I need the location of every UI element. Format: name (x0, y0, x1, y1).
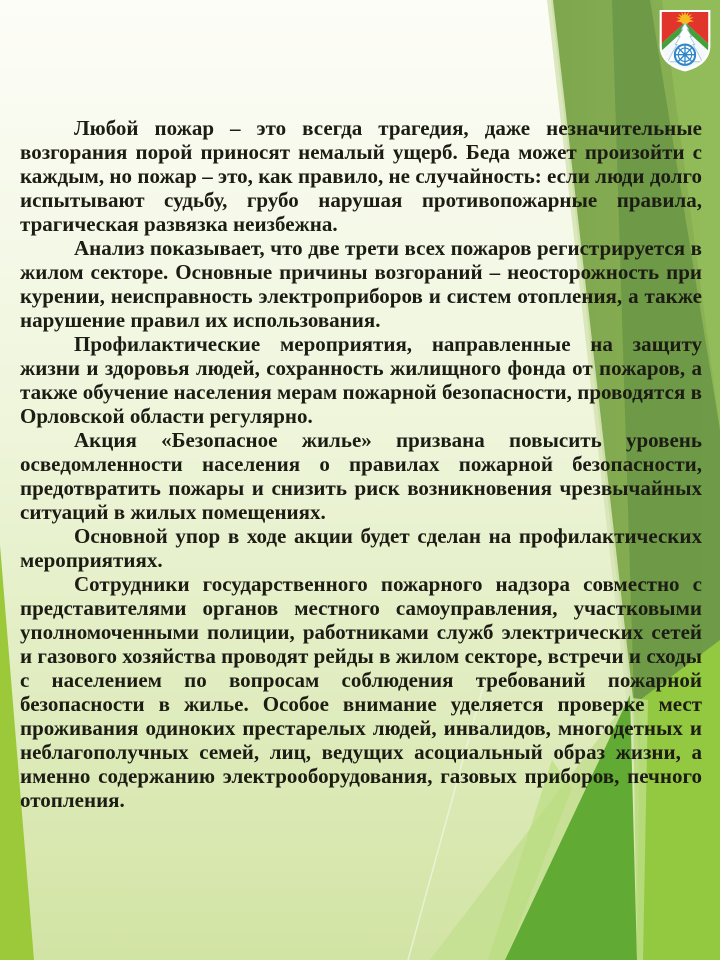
coat-of-arms (657, 9, 713, 73)
paragraph-1: Любой пожар – это всегда трагедия, даже незначительные возгорания порой приносят немалый ущерб. Беда может произойти с каждым, но пожар – это, как правило, не случайность: если люди долго испытывают судьбу, грубо нарушая противопожарные правила, трагическая развязка неизбежна. (20, 116, 702, 236)
paragraph-2: Анализ показывает, что две трети всех пожаров регистрируется в жилом секторе. Основные причины возгораний – неосторожность при курении, неисправность электроприборов и систем отопления, а также нарушение правил их использования. (20, 236, 702, 332)
emblem-wheel-icon (675, 45, 695, 65)
paragraph-6: Сотрудники государственного пожарного надзора совместно с представителями органов местного самоуправления, участковыми уполномоченными полиции, работниками служб электрических сетей и газового хозяйства проводят рейды в жилом секторе, встречи и сходы с населением по вопросам соблюдения требований пожарной безопасности в жилье. Особое внимание уделяется проверке мест проживания одиноких престарелых людей, инвалидов, многодетных и неблагополучных семей, лиц, ведущих асоциальный образ жизни, а именно содержанию электрооборудования, газовых приборов, печного отопления. (20, 572, 702, 812)
body-text (20, 116, 702, 812)
paragraph-3: Профилактические мероприятия, направленные на защиту жизни и здоровья людей, сохранность жилищного фонда от пожаров, а также обучение населения мерам пожарной безопасности, проводятся в Орловской области регулярно. (20, 332, 702, 428)
paragraph-5: Основной упор в ходе акции будет сделан на профилактических мероприятиях. (20, 524, 702, 572)
coat-of-arms-graphic (657, 9, 713, 73)
paragraph-4: Акция «Безопасное жилье» призвана повысить уровень осведомленности населения о правилах пожарной безопасности, предотвратить пожары и снизить риск возникновения чрезвычайных ситуаций в жилых помещениях. (20, 428, 702, 524)
